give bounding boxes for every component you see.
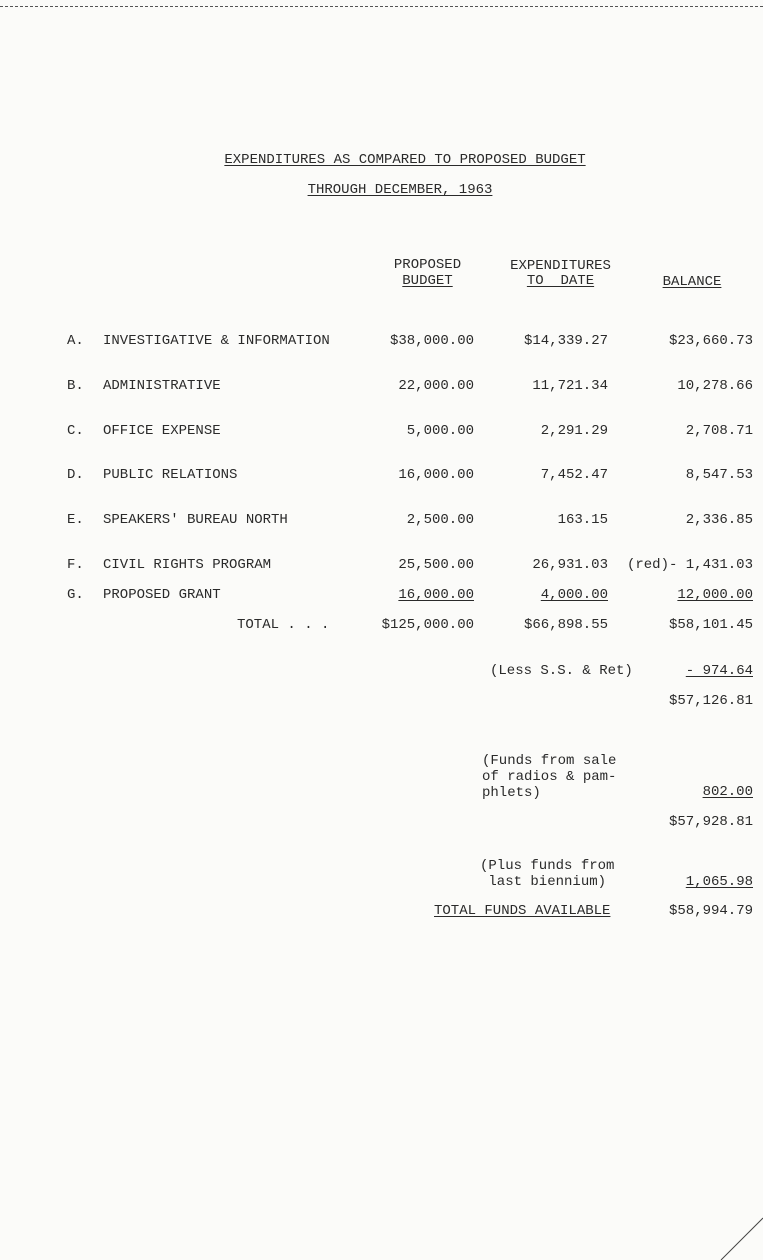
col-header-exp-line2: TO DATE	[526, 273, 595, 289]
doc-subtitle: THROUGH DECEMBER, 1963	[307, 182, 493, 198]
row-a-balance: $23,660.73	[668, 333, 753, 349]
plus-funds-label: (Plus funds from last biennium)	[480, 858, 615, 890]
row-g-balance: 12,000.00	[677, 587, 753, 603]
row-d-budget: 16,000.00	[398, 467, 474, 483]
row-f-balance: (red)- 1,431.03	[626, 557, 753, 573]
row-f-expenditures: 26,931.03	[532, 557, 608, 573]
total-expenditures: $66,898.55	[523, 617, 608, 633]
total-funds-value: $58,994.79	[668, 903, 753, 919]
row-g-name: PROPOSED GRANT	[103, 587, 221, 603]
total-label: TOTAL . . .	[237, 617, 330, 633]
row-d-expenditures: 7,452.47	[540, 467, 608, 483]
col-header-balance: BALANCE	[662, 274, 722, 290]
funds-sale-label: (Funds from sale of radios & pam- phlets)	[482, 753, 617, 801]
row-f-name: CIVIL RIGHTS PROGRAM	[103, 557, 272, 573]
row-f-budget: 25,500.00	[398, 557, 474, 573]
row-e-name: SPEAKERS' BUREAU NORTH	[103, 512, 288, 528]
row-e-letter: E.	[67, 512, 84, 528]
col-header-exp-line1: EXPENDITURES	[510, 258, 611, 274]
row-g-letter: G.	[67, 587, 84, 603]
plus-funds-value: 1,065.98	[685, 874, 753, 890]
corner-scan-mark	[703, 1210, 763, 1260]
row-c-letter: C.	[67, 423, 84, 439]
total-budget: $125,000.00	[381, 617, 474, 633]
row-a-budget: $38,000.00	[389, 333, 474, 349]
row-c-expenditures: 2,291.29	[540, 423, 608, 439]
row-e-balance: 2,336.85	[685, 512, 753, 528]
row-d-balance: 8,547.53	[685, 467, 753, 483]
row-d-letter: D.	[67, 467, 84, 483]
total-funds-label: TOTAL FUNDS AVAILABLE	[434, 903, 611, 919]
top-edge-rule	[0, 6, 763, 7]
subtotal-2: $57,928.81	[668, 814, 753, 830]
doc-title: EXPENDITURES AS COMPARED TO PROPOSED BUDGET	[224, 152, 586, 168]
col-header-budget-line2: BUDGET	[402, 273, 453, 289]
col-header-budget-line1: PROPOSED	[393, 257, 462, 273]
row-e-budget: 2,500.00	[406, 512, 474, 528]
row-b-name: ADMINISTRATIVE	[103, 378, 221, 394]
row-c-balance: 2,708.71	[685, 423, 753, 439]
row-g-expenditures: 4,000.00	[540, 587, 608, 603]
less-ss-ret-label: (Less S.S. & Ret)	[490, 663, 633, 679]
row-g-budget: 16,000.00	[398, 587, 474, 603]
row-b-budget: 22,000.00	[398, 378, 474, 394]
row-b-letter: B.	[67, 378, 84, 394]
row-a-letter: A.	[67, 333, 84, 349]
row-b-balance: 10,278.66	[677, 378, 753, 394]
row-e-expenditures: 163.15	[557, 512, 608, 528]
total-balance: $58,101.45	[668, 617, 753, 633]
funds-sale-value: 802.00	[702, 784, 753, 800]
row-a-expenditures: $14,339.27	[523, 333, 608, 349]
row-b-expenditures: 11,721.34	[532, 378, 608, 394]
row-d-name: PUBLIC RELATIONS	[103, 467, 238, 483]
row-c-name: OFFICE EXPENSE	[103, 423, 221, 439]
row-c-budget: 5,000.00	[406, 423, 474, 439]
row-f-letter: F.	[67, 557, 84, 573]
subtotal-1: $57,126.81	[668, 693, 753, 709]
less-ss-ret-value: - 974.64	[685, 663, 753, 679]
row-a-name: INVESTIGATIVE & INFORMATION	[103, 333, 330, 349]
